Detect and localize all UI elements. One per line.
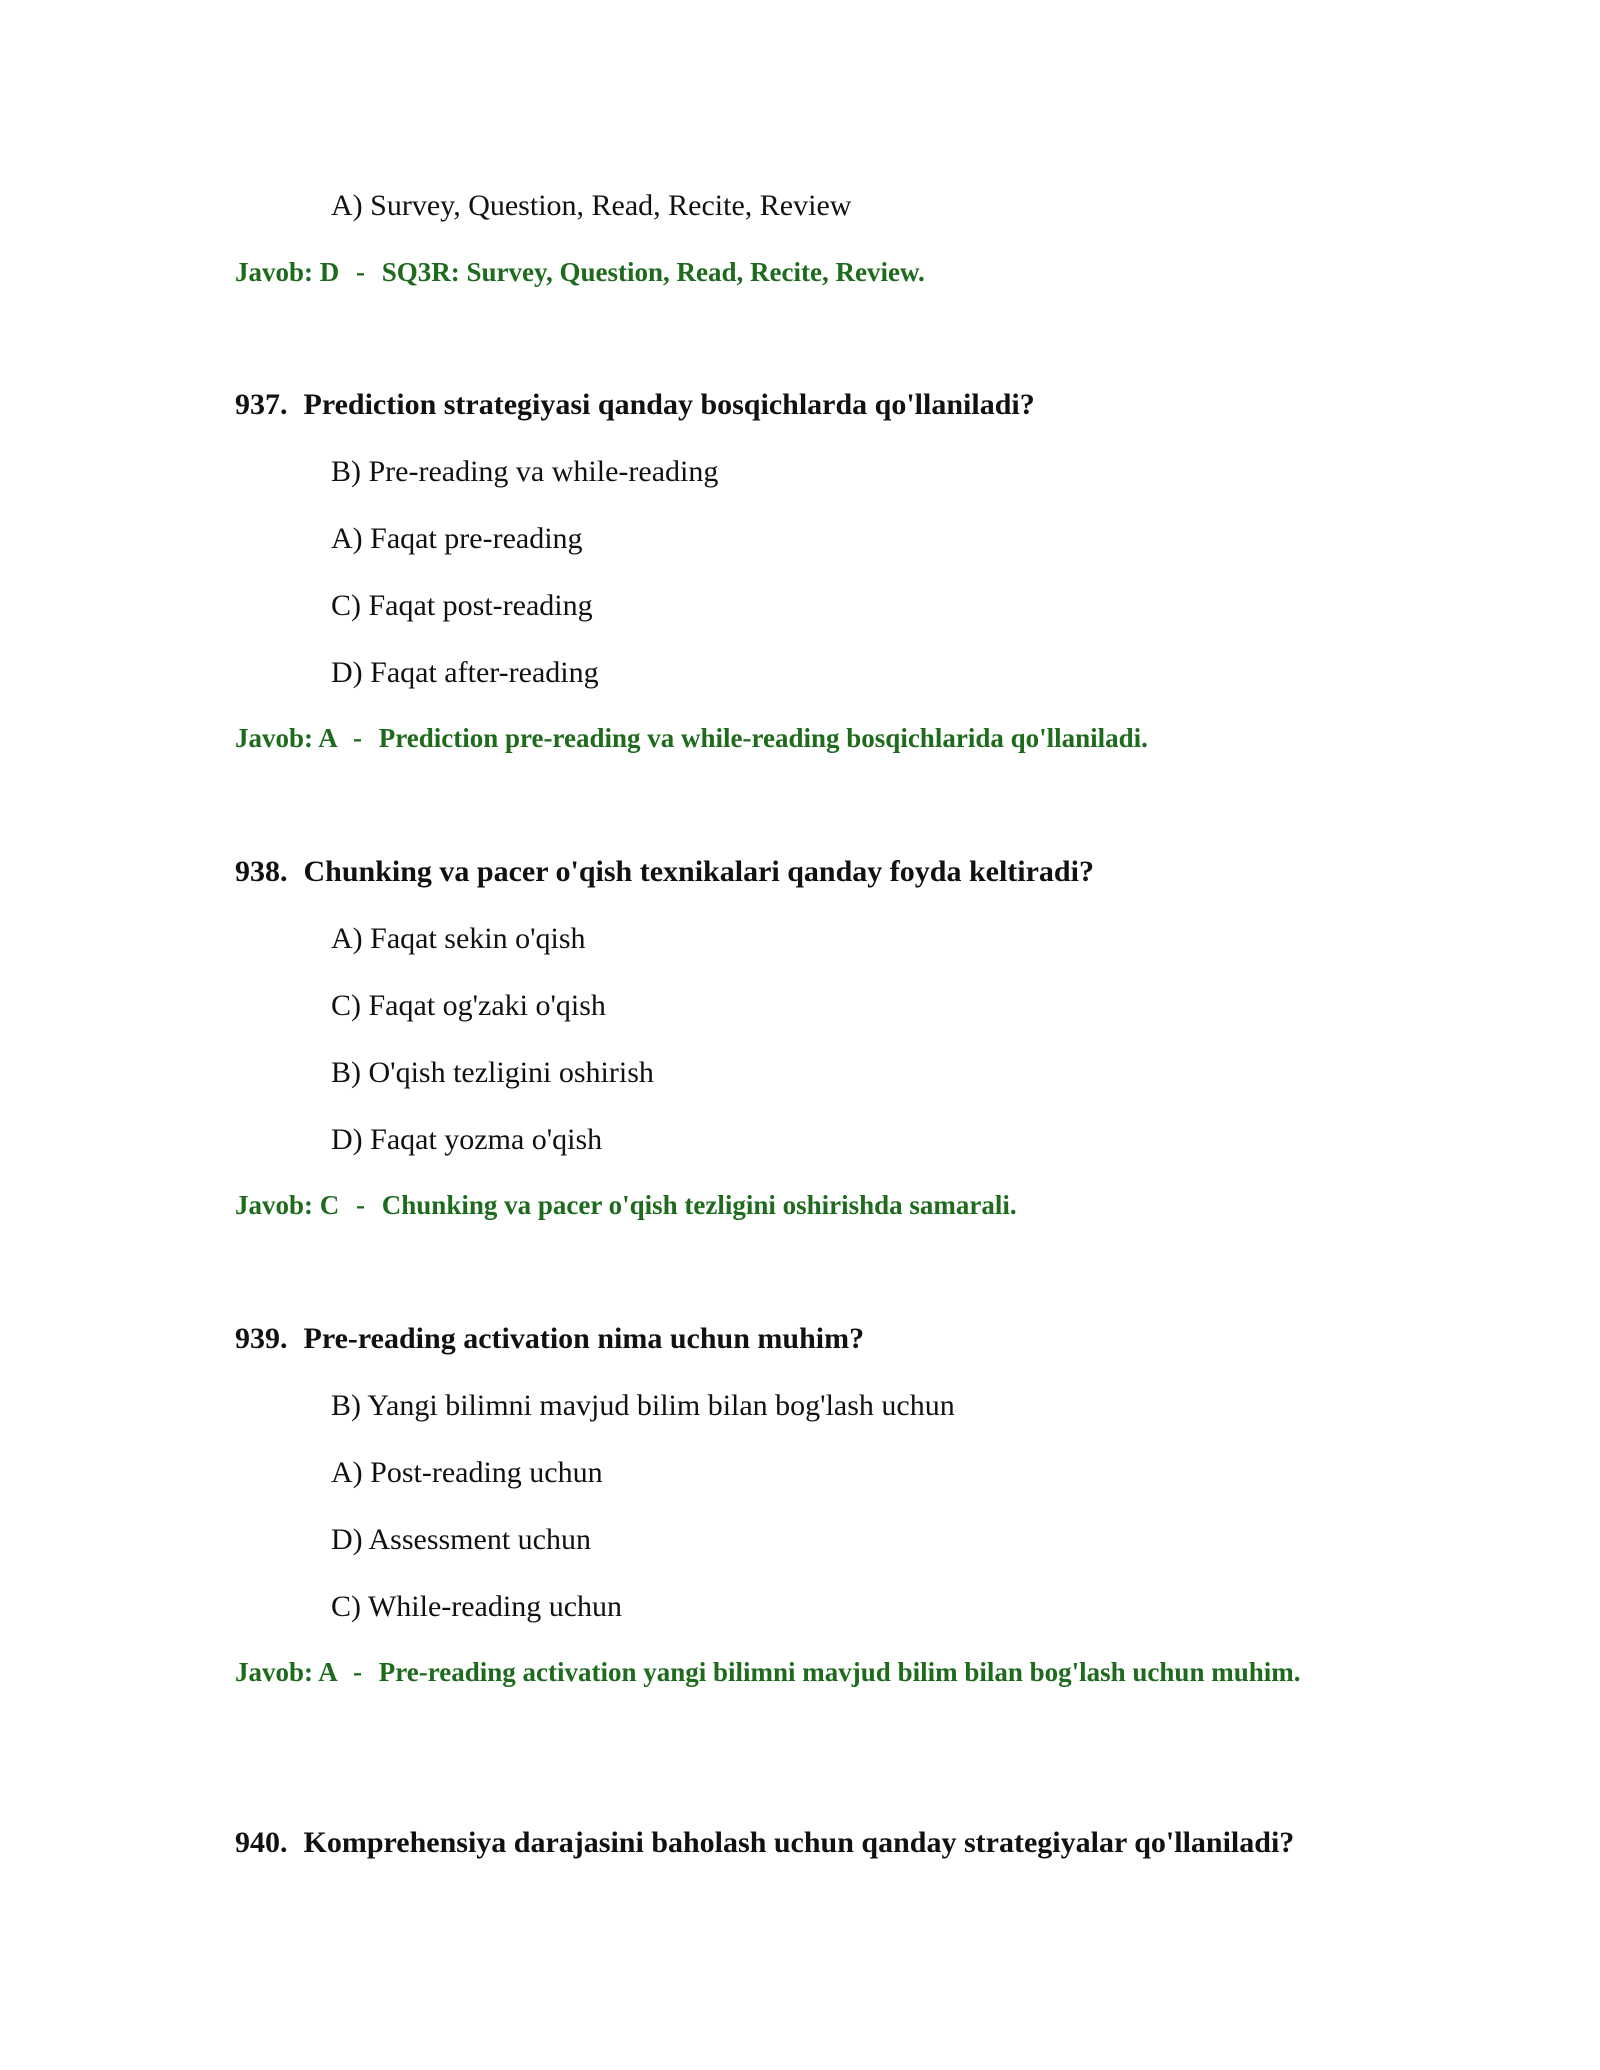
option-937-2: A) Faqat pre-reading [331, 522, 583, 555]
option-938-2: C) Faqat og'zaki o'qish [331, 989, 606, 1022]
option-937-4: D) Faqat after-reading [331, 656, 599, 689]
answer-letter: D [319, 257, 340, 287]
question-938 [235, 852, 1094, 892]
answer-939 [235, 1653, 1365, 1691]
question-number: 939. [235, 1322, 288, 1355]
answer-label: Javob: [235, 723, 314, 753]
option-938-3: B) O'qish tezligini oshirish [331, 1056, 654, 1089]
answer-936 [235, 253, 1365, 291]
answer-text: Chunking va pacer o'qish tezligini oshirishda samarali. [381, 1190, 1017, 1220]
answer-letter: A [318, 723, 337, 753]
answer-text: Pre-reading activation yangi bilimni mavjud bilim bilan bog'lash uchun muhim. [378, 1657, 1301, 1687]
option-939-2: A) Post-reading uchun [331, 1456, 603, 1489]
option-939-1: B) Yangi bilimni mavjud bilim bilan bog'lash uchun [331, 1389, 955, 1422]
question-number: 938. [235, 855, 288, 888]
question-number: 937. [235, 388, 288, 421]
answer-separator: - [356, 257, 366, 287]
answer-separator: - [353, 723, 363, 753]
answer-label: Javob: [235, 257, 314, 287]
answer-text: Prediction pre-reading va while-reading bosqichlarida qo'llaniladi. [378, 723, 1148, 753]
question-text: Komprehensiya darajasini baholash uchun qanday strategiyalar qo'llaniladi? [303, 1826, 1295, 1859]
answer-letter: C [319, 1190, 340, 1220]
option-938-4: D) Faqat yozma o'qish [331, 1123, 603, 1156]
question-text: Chunking va pacer o'qish texnikalari qanday foyda keltiradi? [303, 855, 1094, 888]
answer-separator: - [353, 1657, 363, 1687]
question-940 [235, 1823, 1294, 1863]
question-text: Pre-reading activation nima uchun muhim? [303, 1322, 865, 1355]
option-937-3: C) Faqat post-reading [331, 589, 593, 622]
answer-label: Javob: [235, 1190, 314, 1220]
answer-label: Javob: [235, 1657, 314, 1687]
question-text: Prediction strategiyasi qanday bosqichlarda qo'llaniladi? [303, 388, 1035, 421]
answer-937 [235, 719, 1365, 757]
question-937 [235, 385, 1035, 425]
question-number: 940. [235, 1826, 288, 1859]
question-939 [235, 1319, 864, 1359]
option-939-3: D) Assessment uchun [331, 1523, 591, 1556]
option-939-4: C) While-reading uchun [331, 1590, 623, 1623]
answer-separator: - [356, 1190, 366, 1220]
option-937-1: B) Pre-reading va while-reading [331, 455, 719, 488]
answer-text: SQ3R: Survey, Question, Read, Recite, Review. [381, 257, 925, 287]
option-938-1: A) Faqat sekin o'qish [331, 922, 586, 955]
answer-938 [235, 1186, 1365, 1224]
option-936-a: A) Survey, Question, Read, Recite, Review [331, 189, 852, 222]
answer-letter: A [318, 1657, 337, 1687]
